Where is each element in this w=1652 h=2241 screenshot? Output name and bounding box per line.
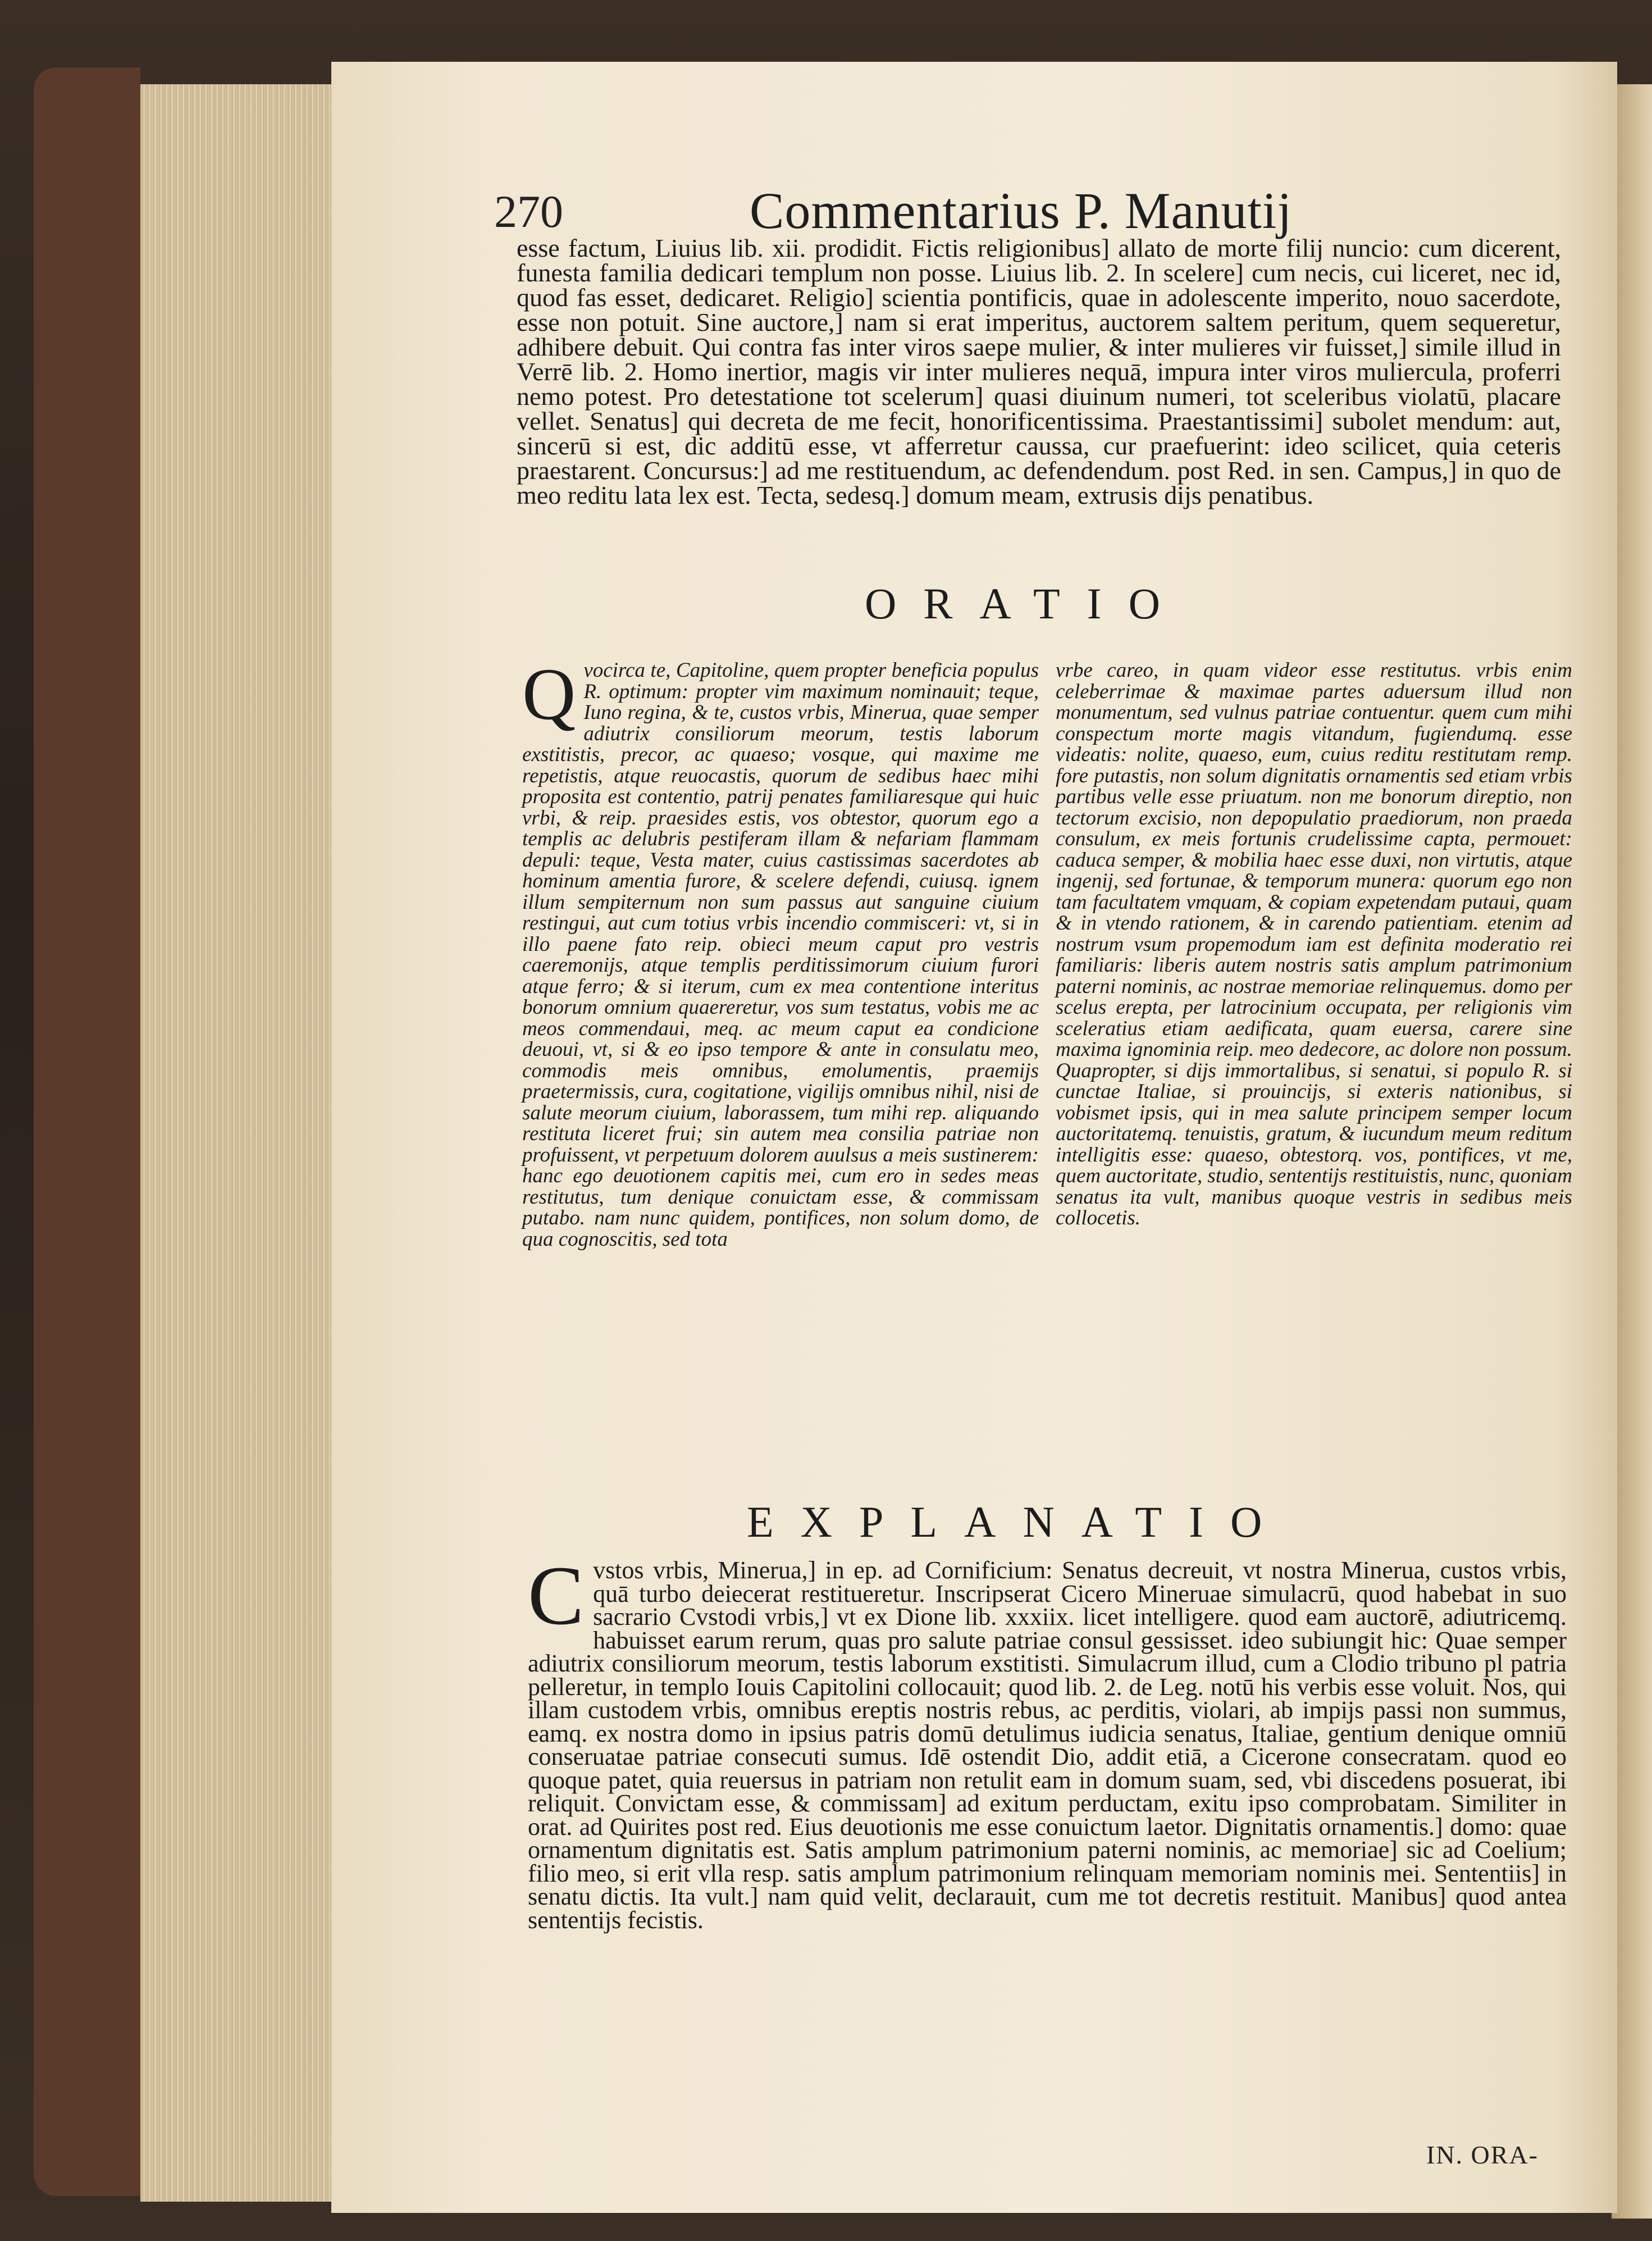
binding-edge <box>34 67 140 2196</box>
drop-cap-q: Q <box>522 653 576 735</box>
page-number: 270 <box>494 186 563 237</box>
explanatio-heading: EXPLANATIO <box>747 1497 1289 1546</box>
oratio-left-column <box>522 653 1039 1251</box>
oratio-heading: ORATIO <box>865 579 1187 628</box>
running-head: Commentarius P. Manutij <box>750 182 1292 239</box>
oratio-right-column <box>1056 660 1572 1229</box>
commentary-text: esse factum, Liuius lib. xii. prodidit. Fictis religionibus] allato de morte filij nuncio: cum dicerent, funesta familia dedicari templum non posse. Liuius lib. 2. In scelere] cum necis, cui liceret, nec id, quod fas esset, dedicaret. Religio] scientia pontificis, quae in adolescente imperito, nouo sacerdote, esse non potuit. Sine auctore,] nam si erat imperitus, auctorem saltem peritum, quem sequeretur, adhibere debuit. Qui contra fas inter viros saepe mulier, & inter mulieres vir fuisset,] simile illud in Verrē lib. 2. Homo inertior, magis vir inter mulieres nequā, impura inter viros muliercula, proferri nemo potest. Pro detestatione tot scelerum] quasi diuinum numeri, tot sceleribus violatū, placare vellet. Senatus] qui decreta de me fecit, honorificentissima. Praestantissimi] subolet mendum: aut, sincerū si est, dic additū esse, vt afferretur caussa, cur praefuerint: ideo scilicet, quia ceteris praestarent. Concursus:] ad me restituendum, ac defendendum. post Red. in sen. Campus,] in quo de meo reditu lata lex est. Tecta, sedesq.] domum meam, extrusis dijs penatibus. <box>517 234 1561 509</box>
catchword: IN. ORA- <box>1426 2140 1539 2169</box>
commentary-top-block <box>517 236 1561 508</box>
drop-cap-c: C <box>528 1549 585 1642</box>
explanatio-text: vstos vrbis, Minerua,] in ep. ad Cornificium: Senatus decreuit, vt nostra Minerua, custos vrbis, quā turbo deiecerat restitueretur. Inscripserat Cicero Mineruae simulacrū, quod habebat in suo sacrario Cvstodi vrbis,] vt ex Dione lib. xxxiix. licet intelligere. quod eam auctorē, adiutricemq. habuisset earum rerum, quas pro salute patriae consul gessisset. ideo subiungit hic: Quae semper adiutrix consiliorum meorum, testis laborum exstitisti. Simulacrum illud, cum a Clodio tribuno pl patria pelleretur, in templo Iouis Capitolini collocauit; quod lib. 2. de Leg. notū his verbis esse voluit. Nos, qui illam custodem vrbis, omnibus ereptis nostris rebus, ac perditis, violari, ab impijs passi non summus, eamq. ex nostra domo in ipsius patris domū detulimus iudicia senatus, Italiae, gentium denique omniū conseruatae patriae consecuti sumus. Idē ostendit Dio, addit etiā, a Cicerone consecratam. quod eo quoque patet, quia reuersus in patriam non retulit eam in domum suam, sed, vbi discedens posuerat, ibi reliquit. Convictam esse, & commissam] ad exitum perductam, exitu ipso comprobatam. Similiter in orat. ad Quirites post red. Eius deuotionis me esse conuictum laetor. Dignitatis ornamentis.] domo: quae ornamentum dignitatis est. Satis amplum patrimonium paterni nominis, ac memoriae] sic ad Coelium; filio meo, si erit vlla resp. satis amplum patrimonium relinquam memoriam nominis mei. Sententiis] in senatu dictis. Ita vult.] nam quid velit, declarauit, cum me tot decretis restituit. Manibus] quod antea sententijs fecistis. <box>528 1556 1567 1934</box>
oratio-right-text: vrbe careo, in quam videor esse restitutus. vrbis enim celeberrimae & maximae partes aduersum illud non monumentum, sed vulnus patriae contuentur. quem cum mihi conspectum morte magis vitandum, fugiendumq. esse videatis: nolite, quaeso, eum, cuius reditu restitutam remp. fore putastis, non solum dignitatis ornamentis sed etiam vrbis partibus velle esse priuatum. non me bonorum direptio, non tectorum excisio, non depopulatio praediorum, non praeda consulum, ex meis fortunis crudelissime capta, permouet: caduca semper, & mobilia haec esse duxi, non virtutis, atque ingenij, sed fortunae, & temporum munera: quorum ego non tam facultatem vmquam, & copiam expetendam putaui, quam & in vtendo rationem, & in carendo patientiam. etenim ad nostrum vsum propemodum iam est definita moderatio rei familiaris: liberis autem nostris satis amplum patrimonium paterni nominis, ac nostrae memoriae relinquemus. domo per scelus erepta, per latrocinium occupata, per religionis vim sceleratius etiam aedificata, quam euersa, carere sine maxima ignominia reip. meo dedecore, ac dolore non possum. Quapropter, si dijs immortalibus, si senatui, si populo R. si cunctae Italiae, si prouincijs, si exteris nationibus, si vobismet ipsis, qui in mea salute principem semper locum auctoritatemq. tenuistis, gratum, & iucundum meum reditum intelligitis esse: quaeso, obtestorq. vos, pontifices, vt me, quem auctoritate, studio, sententijs restituistis, nunc, quoniam senatus ita vult, manibus quoque vestris in sedibus meis collocetis. <box>1056 659 1572 1229</box>
facing-page-edge <box>1612 84 1652 2219</box>
explanatio-block <box>528 1549 1567 1934</box>
page-stack-edges <box>140 84 331 2202</box>
oratio-left-text: vocirca te, Capitoline, quem propter beneficia populus R. optimum: propter vim maximum nominauit; teque, Iuno regina, & te, custos vrbis, Minerua, quae semper adiutrix consiliorum meorum, testis laborum exstitistis, precor, ac quaeso; vosque, qui maxime me repetistis, atque reuocastis, quorum de sedibus haec mihi proposita est contentio, patrij penates familiaresque qui huic vrbi, & reip. praesides estis, vos obtestor, quorum ego a templis ac delubris pestiferam illam & nefariam flammam depuli: teque, Vesta mater, cuius castissimas sacerdotes ab hominum amentia furore, & scelere defendi, cuiusq. ignem illum sempiternum non sum passus aut sanguine ciuium restingui, aut cum totius vrbis incendio commisceri: vt, si in illo paene fato reip. obieci meum caput pro vestris caeremonijs, atque templis perditissimorum ciuium furori atque ferro; & si iterum, cum ex mea contentione interitus bonorum omnium quaereretur, vos sum testatus, vobis me ac meos commendaui, meq. ac meum caput ea condicione deuoui, vt, si & eo ipso tempore & ante in consulatu meo, commodis meis omnibus, emolumentis, praemijs praetermissis, cura, cogitatione, vigilijs omnibus nihil, nisi de salute meorum ciuium, laborassem, tum mihi rep. aliquando restituta liceret frui; sin autem mea consilia patriae non profuissent, vt perpetuum dolorem auulsus a meis sustinerem: hanc ego deuotionem capitis mei, cum ero in sedes meas restitutus, tum denique conuictam esse, & commissam putabo. nam nunc quidem, pontifices, non solum domo, de qua cognoscitis, sed tota <box>522 659 1039 1251</box>
